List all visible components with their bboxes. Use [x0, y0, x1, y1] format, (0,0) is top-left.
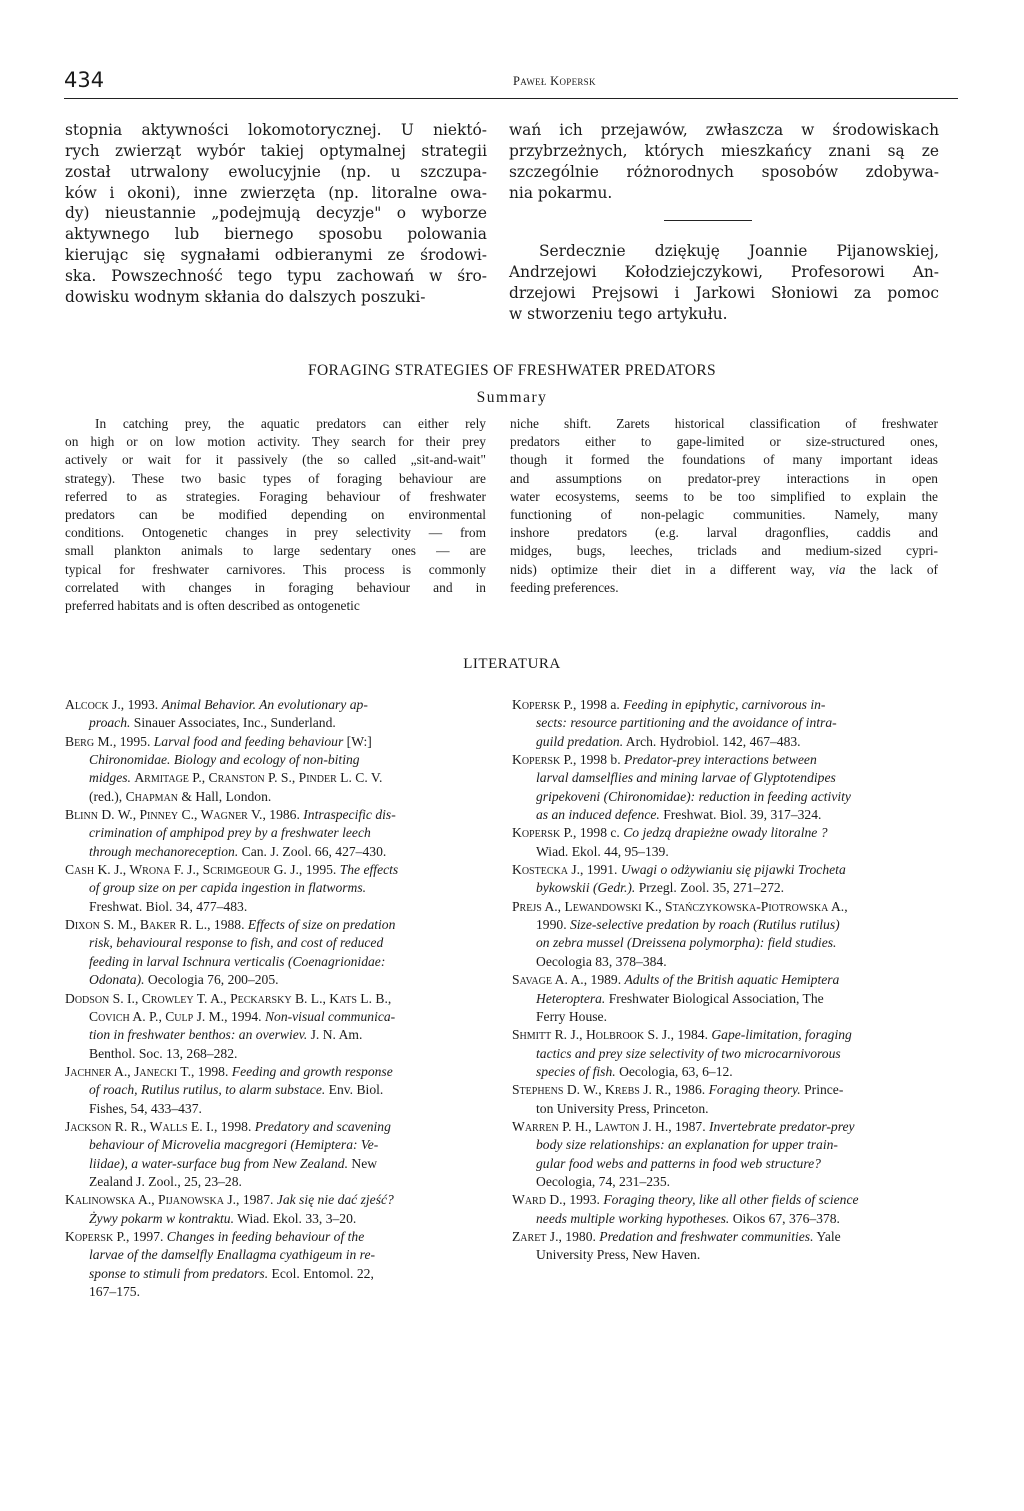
reference-line — [512, 990, 948, 1008]
text-run: Wiad. Ekol. 44, 95–139. — [536, 843, 669, 859]
text-line: strategy). These two basic types of foraging behaviour are — [65, 470, 486, 486]
text-run: tion in freshwater benthos: an overwiev. — [89, 1027, 308, 1043]
text-run: , 1998. — [213, 1118, 255, 1134]
text-run: Blinn D. W., Pinney C., Wagner V. — [65, 807, 263, 823]
text-line: In catching prey, the aquatic predators can either rely — [95, 416, 486, 431]
reference-line — [512, 934, 948, 952]
reference-line — [512, 1210, 948, 1228]
text-run: [W:] — [343, 733, 372, 749]
text-run: , 1991. — [580, 862, 621, 878]
text-run: needs multiple working hypotheses. — [536, 1210, 730, 1226]
text-run: Warren P. H., Lawton J. H. — [512, 1118, 669, 1134]
text-run: Fishes, 54, 433–437. — [89, 1100, 202, 1116]
reference-line — [512, 751, 948, 769]
reference-line — [512, 1045, 948, 1063]
text-run: , 1986. — [262, 807, 304, 823]
text-run: Stephens D. W., Krebs J. R. — [512, 1082, 668, 1098]
reference-entry — [65, 1228, 490, 1301]
text-run: New — [348, 1155, 378, 1171]
text-run: & Hall, London. — [178, 788, 272, 804]
reference-line — [65, 971, 490, 989]
reference-line — [65, 1173, 490, 1191]
text-line: correlated with changes in foraging behaviour and in — [65, 579, 486, 595]
text-run: , 1998. — [190, 1063, 232, 1079]
text-line: predators can be modified depending on environmental — [65, 507, 486, 523]
reference-line — [65, 714, 490, 732]
reference-line — [512, 1228, 948, 1246]
reference-line — [512, 788, 948, 806]
text-line: predators either to gape-limited or size-structured ones, — [510, 434, 938, 450]
reference-line — [512, 1008, 948, 1026]
reference-line — [512, 733, 948, 751]
text-run: Oecologia 83, 378–384. — [536, 953, 667, 969]
text-run: Armitage P., Cranston P. S., Pinder L. C. V. — [134, 770, 383, 786]
reference-line — [512, 953, 948, 971]
reference-line — [65, 788, 490, 806]
reference-line — [65, 1155, 490, 1173]
text-run: Heteroptera. — [536, 990, 606, 1006]
text-run: proach. — [89, 715, 131, 731]
text-run: Jackson R. R., Walls E. I. — [65, 1118, 214, 1134]
literature-title: LITERATURA — [463, 656, 561, 672]
reference-line — [512, 916, 948, 934]
text-run: , — [844, 898, 848, 914]
polish-text-left — [65, 120, 487, 308]
reference-line — [512, 824, 948, 842]
reference-line — [65, 824, 490, 842]
reference-entry — [65, 916, 490, 989]
page-header — [64, 68, 958, 99]
reference-entry — [512, 861, 948, 898]
reference-line — [65, 934, 490, 952]
text-run: Adults of the British aquatic Hemiptera — [624, 972, 840, 988]
text-run: body size relationships: an explanation for upper train- — [536, 1137, 838, 1153]
text-run: Żywy pokarm w kontraktu. — [89, 1210, 234, 1226]
reference-entry — [512, 824, 948, 861]
text-run: Shmitt R. J., Holbrook S. J. — [512, 1027, 671, 1043]
text-run: Feeding and growth response — [231, 1063, 393, 1079]
summary-text-left — [65, 415, 486, 615]
text-line: aktywnego lub biernego sposobu polowania — [65, 225, 487, 244]
text-run: Env. Biol. — [325, 1082, 384, 1098]
reference-line — [512, 861, 948, 879]
reference-line — [65, 861, 490, 879]
text-line: dowisku wodnym skłania do dalszych poszuki- — [65, 287, 426, 306]
reference-line — [65, 1191, 490, 1209]
text-run: risk, behavioural response to fish, and cost of reduced — [89, 935, 384, 951]
text-run: , 1993. — [562, 1192, 604, 1208]
text-run: , 1986. — [667, 1082, 709, 1098]
text-run: Oecologia, 74, 231–235. — [536, 1173, 671, 1189]
text-run: larval damselflies and mining larvae of Glyptotendipes — [536, 770, 836, 786]
text-line: dy) nieustannie „podejmują decyzje" o wyborze — [65, 204, 487, 223]
text-run: Prejs A., Lewandowski K., Stańczykowska-Piotrowska A. — [512, 898, 845, 914]
text-run: Jachner A., Janecki T. — [65, 1063, 191, 1079]
reference-entry — [512, 751, 948, 824]
text-run: Uwagi o odżywianiu się pijawki Trocheta — [620, 862, 846, 878]
reference-line — [512, 806, 948, 824]
reference-line — [512, 1026, 948, 1044]
text-line: Serdecznie dziękuję Joannie Pijanowskiej, — [539, 242, 939, 260]
text-run: crimination of amphipod prey by a freshwater leech — [89, 825, 371, 841]
reference-line — [65, 990, 490, 1008]
text-run: Zealand J. Zool., 25, 23–28. — [89, 1173, 242, 1189]
text-run: midges. — [89, 770, 131, 786]
text-line: ków i okoni), inne zwierzęta (np. litoralne owa- — [65, 183, 487, 202]
reference-line — [512, 843, 948, 861]
text-line: feeding preferences. — [510, 579, 619, 595]
text-run: , 1995. — [298, 862, 340, 878]
reference-entry — [65, 1063, 490, 1118]
references-right — [512, 696, 948, 1265]
reference-entry — [512, 696, 948, 751]
text-run: gular food webs and patterns in food web structure? — [536, 1155, 821, 1171]
text-run: liidae), a water-surface bug from New Zealand. — [89, 1155, 348, 1171]
text-run: Dodson S. I., Crowley T. A., Peckarsky B. L., Kats L. B. — [65, 990, 388, 1006]
text-run: Can. J. Zool. 66, 427–430. — [238, 843, 387, 859]
text-run: larvae of the damselfly Enallagma cyathigeum in re- — [89, 1247, 376, 1263]
reference-line — [65, 1063, 490, 1081]
text-run: nids) optimize their diet in a different way, — [510, 561, 830, 577]
page-number: 434 — [64, 68, 105, 92]
text-run: Non-visual communica- — [264, 1008, 396, 1024]
text-run: Effects of size on predation — [247, 917, 396, 933]
reference-line — [512, 1118, 948, 1136]
reference-line — [65, 916, 490, 934]
text-run: Chapman — [125, 788, 179, 804]
text-run: sects: resource partitioning and the avoidance of intra- — [536, 715, 837, 731]
text-run: The effects — [339, 862, 399, 878]
reference-line — [512, 898, 948, 916]
text-run: , — [387, 990, 392, 1006]
text-line — [510, 561, 938, 579]
reference-line — [512, 769, 948, 787]
text-line: on high or on low motion activity. They search for their prey — [65, 434, 486, 450]
text-run: Jak się nie dać zjeść? — [276, 1192, 394, 1208]
text-run: Predatory and scavening — [254, 1118, 391, 1134]
reference-entry — [65, 733, 490, 806]
text-line: water ecosystems, seems to be too simplified to explain the — [510, 488, 938, 504]
text-run: Covich A. P., Culp J. M. — [89, 1008, 225, 1024]
reference-entry — [512, 1228, 948, 1265]
text-run: Savage A. A. — [512, 972, 584, 988]
text-line: wań ich przejawów, zwłaszcza w środowiskach — [509, 121, 939, 139]
text-line: niche shift. Zarets historical classification of freshwater — [510, 416, 938, 431]
reference-line — [512, 1063, 948, 1081]
text-run: Kopersk P. — [512, 752, 574, 768]
text-run: 167–175. — [89, 1284, 140, 1299]
text-run: , 1998 b. — [573, 752, 624, 768]
text-run: , 1993. — [120, 697, 162, 712]
reference-line — [65, 1136, 490, 1154]
reference-entry — [65, 1191, 490, 1228]
reference-line — [65, 1100, 490, 1118]
reference-entry — [65, 806, 490, 861]
text-line: inshore predators (e.g. larval dragonflies, caddis and — [510, 525, 938, 541]
text-run: sponse to stimuli from predators. — [89, 1265, 269, 1281]
text-line: typical for freshwater carnivores. This process is commonly — [65, 561, 486, 577]
polish-text-right — [509, 120, 939, 203]
reference-line — [65, 843, 490, 861]
reference-line — [65, 1118, 490, 1136]
reference-entry — [65, 861, 490, 916]
reference-line — [65, 1026, 490, 1044]
text-run: Predator-prey interactions between — [624, 752, 817, 768]
text-run: , 1994. — [224, 1008, 265, 1024]
text-line: small plankton animals to large sedentary ones — are — [65, 543, 486, 559]
text-run: Oikos 67, 376–378. — [729, 1210, 840, 1226]
reference-line — [512, 1246, 948, 1264]
text-run: Yale — [813, 1228, 841, 1244]
text-run: , 1998 c. — [573, 825, 624, 841]
references-left — [65, 696, 490, 1301]
text-run: ton University Press, Princeton. — [536, 1100, 709, 1116]
reference-line — [65, 898, 490, 916]
text-run: University Press, New Haven. — [536, 1247, 701, 1263]
reference-line — [65, 1228, 490, 1246]
text-run: species of fish. — [536, 1063, 616, 1079]
text-line: rych zwierząt wybór takiej optymalnej strategii — [65, 141, 487, 160]
text-line: referred to as strategies. Foraging behaviour of freshwater — [65, 488, 486, 504]
text-line: actively or wait for it passively (the so called „sit-and-wait" — [65, 452, 486, 468]
text-run: (red.), — [89, 788, 126, 804]
summary-subtitle: Summary — [476, 389, 548, 406]
reference-line — [65, 1246, 490, 1264]
text-run: , 1984. — [670, 1027, 712, 1043]
text-run: , 1988. — [207, 917, 248, 933]
summary-title: FORAGING STRATEGIES OF FRESHWATER PREDATORS — [308, 362, 716, 379]
text-run: Changes in feeding behaviour of the — [166, 1228, 365, 1244]
reference-line — [65, 751, 490, 769]
reference-entry — [512, 1191, 948, 1228]
reference-line — [512, 1155, 948, 1173]
text-run: of roach, Rutilus rutilus, to alarm substace. — [89, 1082, 326, 1098]
text-run: , 1989. — [583, 972, 625, 988]
text-line: drzejowi Prejsowi i Jarkowi Słoniowi za pomoc — [509, 283, 939, 302]
text-line: though it formed the foundations of many important ideas — [510, 452, 938, 468]
text-run: Larval food and feeding behaviour — [153, 733, 344, 749]
reference-line — [65, 806, 490, 824]
reference-line — [65, 733, 490, 751]
text-line: ska. Powszechność tego typu zachowań w śro- — [65, 266, 487, 285]
text-run: Ferry House. — [536, 1008, 607, 1024]
text-line: został utrwalony ewolucyjnie (np. u szczupa- — [65, 162, 487, 181]
text-run: Kostecka J. — [512, 862, 581, 878]
text-run: Freshwat. Biol. 34, 477–483. — [89, 898, 248, 914]
text-run: Zaret J. — [512, 1228, 559, 1244]
reference-entry — [65, 990, 490, 1063]
text-run: feeding in larval Ischnura verticalis (Coenagrionidae: — [89, 953, 386, 969]
reference-entry — [512, 1081, 948, 1118]
text-run: Freshwater Biological Association, The — [605, 990, 824, 1006]
text-run: Kopersk P. — [512, 697, 574, 712]
text-run: through mechanoreception. — [89, 843, 239, 859]
text-run: , 1995. — [112, 733, 154, 749]
text-run: Kopersk P. — [65, 1228, 127, 1244]
text-run: on zebra mussel (Dreissena polymorpha): field studies. — [536, 935, 837, 951]
reference-line — [65, 1283, 490, 1301]
separator-rule — [664, 220, 752, 221]
text-run: , 1987. — [668, 1118, 709, 1134]
reference-entry — [512, 971, 948, 1026]
reference-line — [65, 953, 490, 971]
reference-line — [512, 1136, 948, 1154]
text-run: Foraging theory. — [708, 1082, 801, 1098]
text-run: Ecol. Entomol. 22, — [268, 1265, 374, 1281]
text-line: szczególnie różnorodnych sposobów zdobywa- — [509, 162, 939, 181]
text-line: stopnia aktywności lokomotorycznej. U niektó- — [65, 121, 487, 139]
text-line: functioning of non-pelagic communities. Namely, many — [510, 507, 938, 523]
text-line: midges, bugs, leeches, triclads and medium-sized cypri- — [510, 543, 938, 559]
reference-line — [512, 1173, 948, 1191]
text-run: Gape-limitation, foraging — [711, 1027, 852, 1043]
text-line: kierując się sygnałami odbieranymi ze środowi- — [65, 246, 487, 265]
text-run: Invertebrate predator-prey — [709, 1118, 855, 1134]
reference-line — [512, 879, 948, 897]
text-run: of group size on per capida ingestion in flatworms. — [89, 880, 367, 896]
text-line: conditions. Ontogenetic changes in prey selectivity — from — [65, 525, 486, 541]
reference-entry — [512, 898, 948, 971]
text-run: Freshwat. Biol. 39, 317–324. — [659, 807, 822, 823]
text-run: Odonata). — [89, 972, 145, 988]
text-run: , 1998 a. — [573, 697, 624, 712]
reference-entry — [65, 696, 490, 733]
text-run: Benthol. Soc. 13, 268–282. — [89, 1045, 238, 1061]
reference-line — [65, 879, 490, 897]
text-run: Alcock J. — [65, 697, 121, 712]
reference-line — [512, 696, 948, 714]
text-run: guild predation. — [536, 733, 624, 749]
acknowledgements — [509, 241, 939, 324]
text-run: Dixon S. M., Baker R. L. — [65, 917, 208, 933]
text-line: w stworzeniu tego artykułu. — [509, 304, 728, 323]
reference-line — [512, 1191, 948, 1209]
reference-line — [512, 1081, 948, 1099]
text-run: , 1997. — [126, 1228, 167, 1244]
reference-line — [65, 1081, 490, 1099]
text-run: Arch. Hydrobiol. 142, 467–483. — [623, 733, 801, 749]
text-run: gripekoveni (Chironomidae): reduction in feeding activity — [536, 788, 851, 804]
text-run: Sinauer Associates, Inc., Sunderland. — [130, 715, 336, 731]
text-run: Chironomidae. Biology and ecology of non-biting — [89, 752, 360, 768]
text-run: Predation and freshwater communities. — [599, 1228, 814, 1244]
reference-line — [512, 971, 948, 989]
text-run: via — [829, 561, 846, 577]
text-run: Oecologia, 63, 6–12. — [615, 1063, 733, 1079]
text-line: nia pokarmu. — [509, 183, 613, 202]
text-run: Kopersk P. — [512, 825, 574, 841]
reference-line — [512, 714, 948, 732]
reference-line — [512, 1100, 948, 1118]
reference-line — [65, 1045, 490, 1063]
text-run: the lack of — [845, 561, 938, 577]
text-run: Wiad. Ekol. 33, 3–20. — [234, 1210, 357, 1226]
text-run: Ward D. — [512, 1192, 563, 1208]
reference-entry — [65, 1118, 490, 1191]
summary-text-right — [510, 415, 938, 597]
text-run: Berg M. — [65, 733, 113, 749]
text-line: preferred habitats and is often described as ontogenetic — [65, 598, 360, 614]
text-run: as an induced defence. — [536, 807, 660, 823]
text-run: , 1980. — [558, 1228, 600, 1244]
reference-line — [65, 1265, 490, 1283]
text-run: bykowskii (Gedr.). — [536, 880, 636, 896]
text-run: Kalinowska A., Pijanowska J. — [65, 1192, 237, 1208]
text-run: Animal Behavior. An evolutionary ap- — [161, 697, 368, 712]
text-run: Co jedzą drapieżne owady litoralne ? — [623, 825, 828, 841]
text-line: and assumptions on predator-prey interactions in open — [510, 470, 938, 486]
reference-line — [65, 1008, 490, 1026]
text-run: J. N. Am. — [307, 1027, 363, 1043]
text-line: przybrzeżnych, których mieszkańcy znani są ze — [509, 141, 939, 160]
text-run: behaviour of Microvelia macgregori (Hemiptera: Ve- — [89, 1137, 379, 1153]
text-run: Oecologia 76, 200–205. — [144, 972, 279, 988]
text-run: Cash K. J., Wrona F. J., Scrimgeour G. J. — [65, 862, 299, 878]
reference-line — [65, 696, 490, 714]
reference-line — [65, 769, 490, 787]
text-run: Intraspecific dis- — [303, 807, 396, 823]
text-run: Foraging theory, like all other fields of science — [603, 1192, 859, 1208]
reference-entry — [512, 1118, 948, 1191]
text-run: Przegl. Zool. 35, 271–272. — [635, 880, 785, 896]
text-run: Prince- — [800, 1082, 844, 1098]
text-run: tactics and prey size selectivity of two microcarnivorous — [536, 1045, 841, 1061]
reference-line — [65, 1210, 490, 1228]
text-line: Andrzejowi Kołodziejczykowi, Profesorowi An- — [509, 262, 939, 281]
running-head: Paweł Kopersk — [513, 74, 596, 88]
text-run: Size-selective predation by roach (Rutilus rutilus) — [569, 917, 840, 933]
text-run: , 1987. — [236, 1192, 277, 1208]
reference-entry — [512, 1026, 948, 1081]
text-run: 1990. — [536, 917, 570, 933]
text-run: Feeding in epiphytic, carnivorous in- — [623, 697, 826, 712]
